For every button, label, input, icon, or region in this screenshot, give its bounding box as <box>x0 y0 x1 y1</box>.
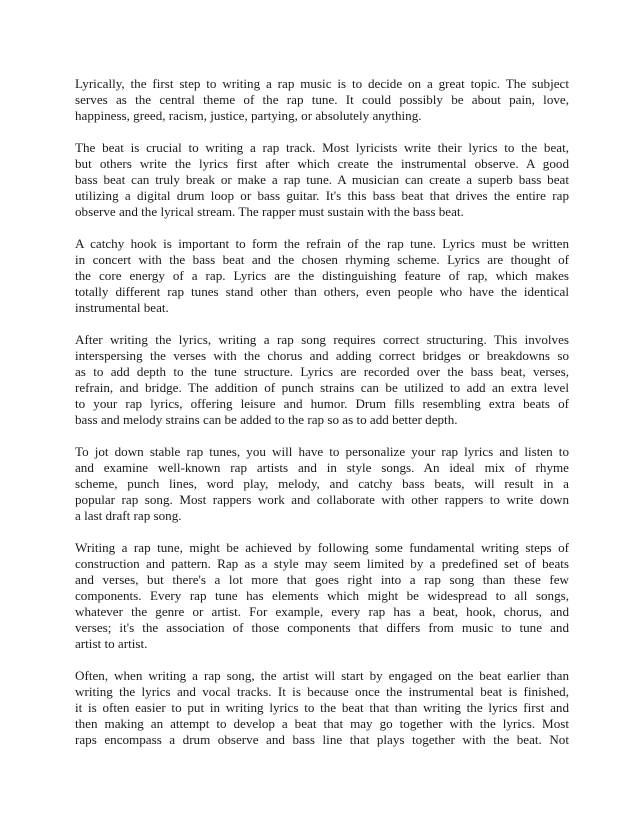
paragraph <box>75 540 569 652</box>
text-line: artist to artist. <box>75 636 148 651</box>
text-line: raps encompass a drum observe and bass line that plays together with the beat. Not <box>75 732 569 747</box>
text-line: interspersing the verses with the chorus and adding correct bridges or breakdowns so <box>75 348 569 363</box>
text-line: components. Every rap tune has elements which might be widespread to all songs, <box>75 588 569 603</box>
text-line: refrain, and bridge. The addition of punch strains can be utilized to add an extra level <box>75 380 569 395</box>
text-line: utilizing a digital drum loop or bass guitar. It's this bass beat that drives the entire rap <box>75 188 569 203</box>
text-line: bass and melody strains can be added to the rap so as to add better depth. <box>75 412 458 427</box>
text-line: then making an attempt to develop a beat that may go together with the lyrics. Most <box>75 716 569 731</box>
text-line: the core energy of a rap. Lyrics are the distinguishing feature of rap, which makes <box>75 268 569 283</box>
text-line: Writing a rap tune, might be achieved by following some fundamental writing steps of <box>75 540 569 555</box>
text-line: After writing the lyrics, writing a rap song requires correct structuring. This involves <box>75 332 569 347</box>
text-line: observe and the lyrical stream. The rapper must sustain with the bass beat. <box>75 204 464 219</box>
text-line: and verses, but there's a lot more that goes right into a rap song than these few <box>75 572 569 587</box>
text-line: instrumental beat. <box>75 300 169 315</box>
text-line: and examine well-known rap artists and in style songs. An ideal mix of rhyme <box>75 460 569 475</box>
paragraph <box>75 140 569 220</box>
text-line: but others write the lyrics first after which create the instrumental observe. A good <box>75 156 569 171</box>
text-line: A catchy hook is important to form the refrain of the rap tune. Lyrics must be written <box>75 236 569 251</box>
text-line: totally different rap tunes stand other than others, even people who have the identical <box>75 284 569 299</box>
text-line: as to add depth to the tune structure. Lyrics are recorded over the bass beat, verses, <box>75 364 569 379</box>
text-line: Lyrically, the first step to writing a rap music is to decide on a great topic. The subject <box>75 76 569 91</box>
text-line: happiness, greed, racism, justice, partying, or absolutely anything. <box>75 108 422 123</box>
paragraph <box>75 444 569 524</box>
text-line: whatever the genre or artist. For example, every rap has a beat, hook, chorus, and <box>75 604 569 619</box>
text-line: construction and pattern. Rap as a style may seem limited by a predefined set of beats <box>75 556 569 571</box>
paragraph <box>75 332 569 428</box>
text-line: verses; it's the association of those components that differs from music to tune and <box>75 620 569 635</box>
text-line: to your rap lyrics, offering leisure and humor. Drum fills resembling extra beats of <box>75 396 569 411</box>
paragraph <box>75 668 569 748</box>
text-line: bass beat can truly break or make a rap tune. A musician can create a superb bass beat <box>75 172 569 187</box>
text-line: The beat is crucial to writing a rap track. Most lyricists write their lyrics to the beat, <box>75 140 569 155</box>
text-line: a last draft rap song. <box>75 508 182 523</box>
text-line: popular rap song. Most rappers work and collaborate with other rappers to write down <box>75 492 569 507</box>
text-line: it is often easier to put in writing lyrics to the beat that than writing the lyrics first and <box>75 700 569 715</box>
text-line: writing the lyrics and vocal tracks. It is because once the instrumental beat is finished, <box>75 684 569 699</box>
text-line: serves as the central theme of the rap tune. It could possibly be about pain, love, <box>75 92 569 107</box>
paragraph <box>75 76 569 124</box>
text-line: scheme, punch lines, word play, melody, and catchy bass beats, will result in a <box>75 476 569 491</box>
paragraph <box>75 236 569 316</box>
text-line: To jot down stable rap tunes, you will have to personalize your rap lyrics and listen to <box>75 444 569 459</box>
text-line: in concert with the bass beat and the chosen rhyming scheme. Lyrics are thought of <box>75 252 569 267</box>
text-line: Often, when writing a rap song, the artist will start by engaged on the beat earlier than <box>75 668 569 683</box>
document-body <box>75 76 569 764</box>
